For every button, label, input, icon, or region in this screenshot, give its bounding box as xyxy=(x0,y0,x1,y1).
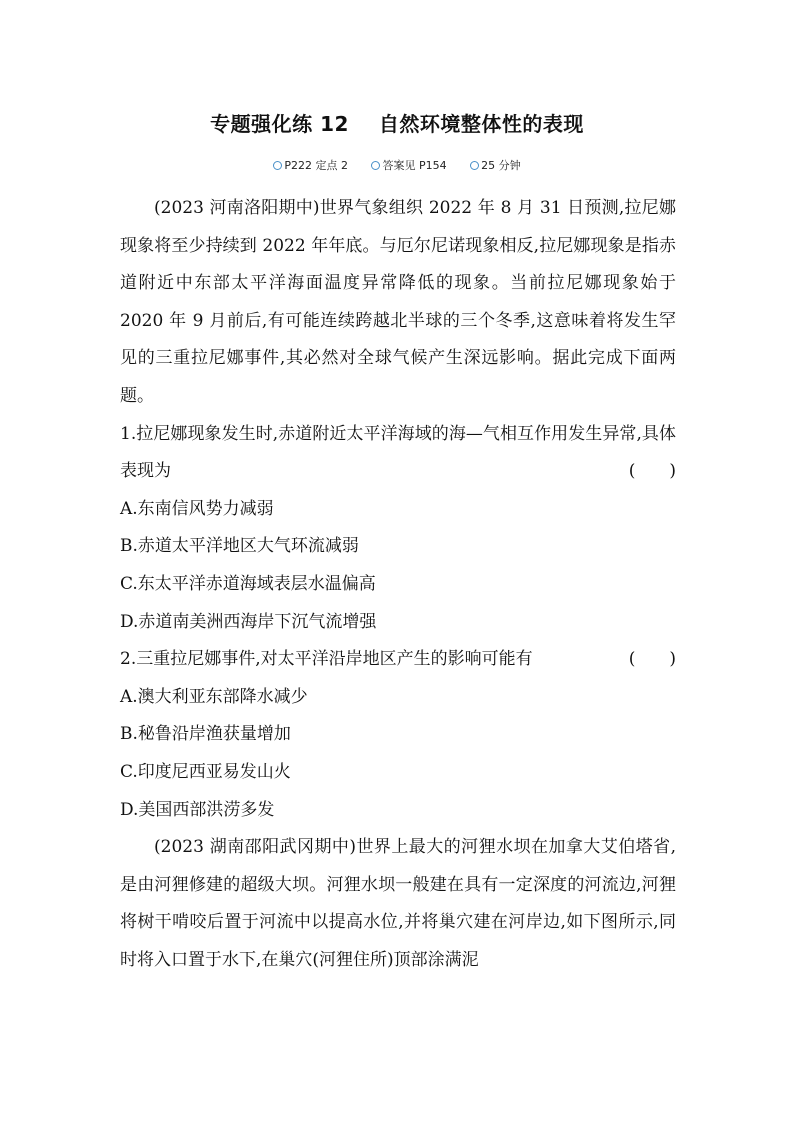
locate-icon xyxy=(273,161,282,170)
question-2-answer-blank: ( ) xyxy=(628,649,676,670)
meta-answer xyxy=(371,157,446,173)
clock-icon xyxy=(470,161,479,170)
search-icon xyxy=(371,161,380,170)
question-2-option-a: A.澳大利亚东部降水减少 xyxy=(120,686,308,707)
question-1-stem-text: 1.拉尼娜现象发生时,赤道附近太平洋海域的海—气相互作用发生异常,具体表现为 xyxy=(120,423,676,482)
meta-answer-text: 答案见 P154 xyxy=(382,159,447,172)
question-1-option-a: A.东南信风势力减弱 xyxy=(120,498,274,519)
question-1-option-b: B.赤道太平洋地区大气环流减弱 xyxy=(120,536,359,557)
question-2-stem-text: 2.三重拉尼娜事件,对太平洋沿岸地区产生的影响可能有 xyxy=(120,649,533,670)
question-2-option-b: B.秘鲁沿岸渔获量增加 xyxy=(120,724,291,745)
meta-line xyxy=(0,157,794,173)
question-1-stem xyxy=(120,416,676,491)
question-2-option-d: D.美国西部洪涝多发 xyxy=(120,799,275,820)
question-1-answer-blank: ( ) xyxy=(628,461,676,482)
question-1-option-c: C.东太平洋赤道海域表层水温偏高 xyxy=(120,573,376,594)
content-body xyxy=(120,190,676,979)
question-1 xyxy=(120,416,676,642)
question-2-option-c: C.印度尼西亚易发山火 xyxy=(120,761,291,782)
question-2-stem xyxy=(120,641,676,679)
meta-locate xyxy=(273,157,348,173)
question-1-option-d: D.赤道南美洲西海岸下沉气流增强 xyxy=(120,611,377,632)
page-title: 专题强化练 12 自然环境整体性的表现 xyxy=(210,112,584,136)
meta-time xyxy=(470,157,521,173)
passage-1: (2023 河南洛阳期中)世界气象组织 2022 年 8 月 31 日预测,拉尼娜现象将至少持续到 2022 年年底。与厄尔尼诺现象相反,拉尼娜现象是指赤道附近中东部太平洋海面温度异常降低的现象。当前拉尼娜现象始于 2020 年 9 月前后,有可能连续跨越北半球的三个冬季,这意味着将发生罕见的三重拉尼娜事件,其必然对全球气候产生深远影响。据此完成下面两题。 xyxy=(120,198,676,406)
meta-time-text: 25 分钟 xyxy=(481,159,521,172)
question-2 xyxy=(120,641,676,829)
passage-2: (2023 湖南邵阳武冈期中)世界上最大的河狸水坝在加拿大艾伯塔省,是由河狸修建的超级大坝。河狸水坝一般建在具有一定深度的河流边,河狸将树干啃咬后置于河流中以提高水位,并将巢穴建在河岸边,如下图所示,同时将入口置于水下,在巢穴(河狸住所)顶部涂满泥 xyxy=(120,837,676,970)
meta-locate-text: P222 定点 2 xyxy=(284,159,348,172)
